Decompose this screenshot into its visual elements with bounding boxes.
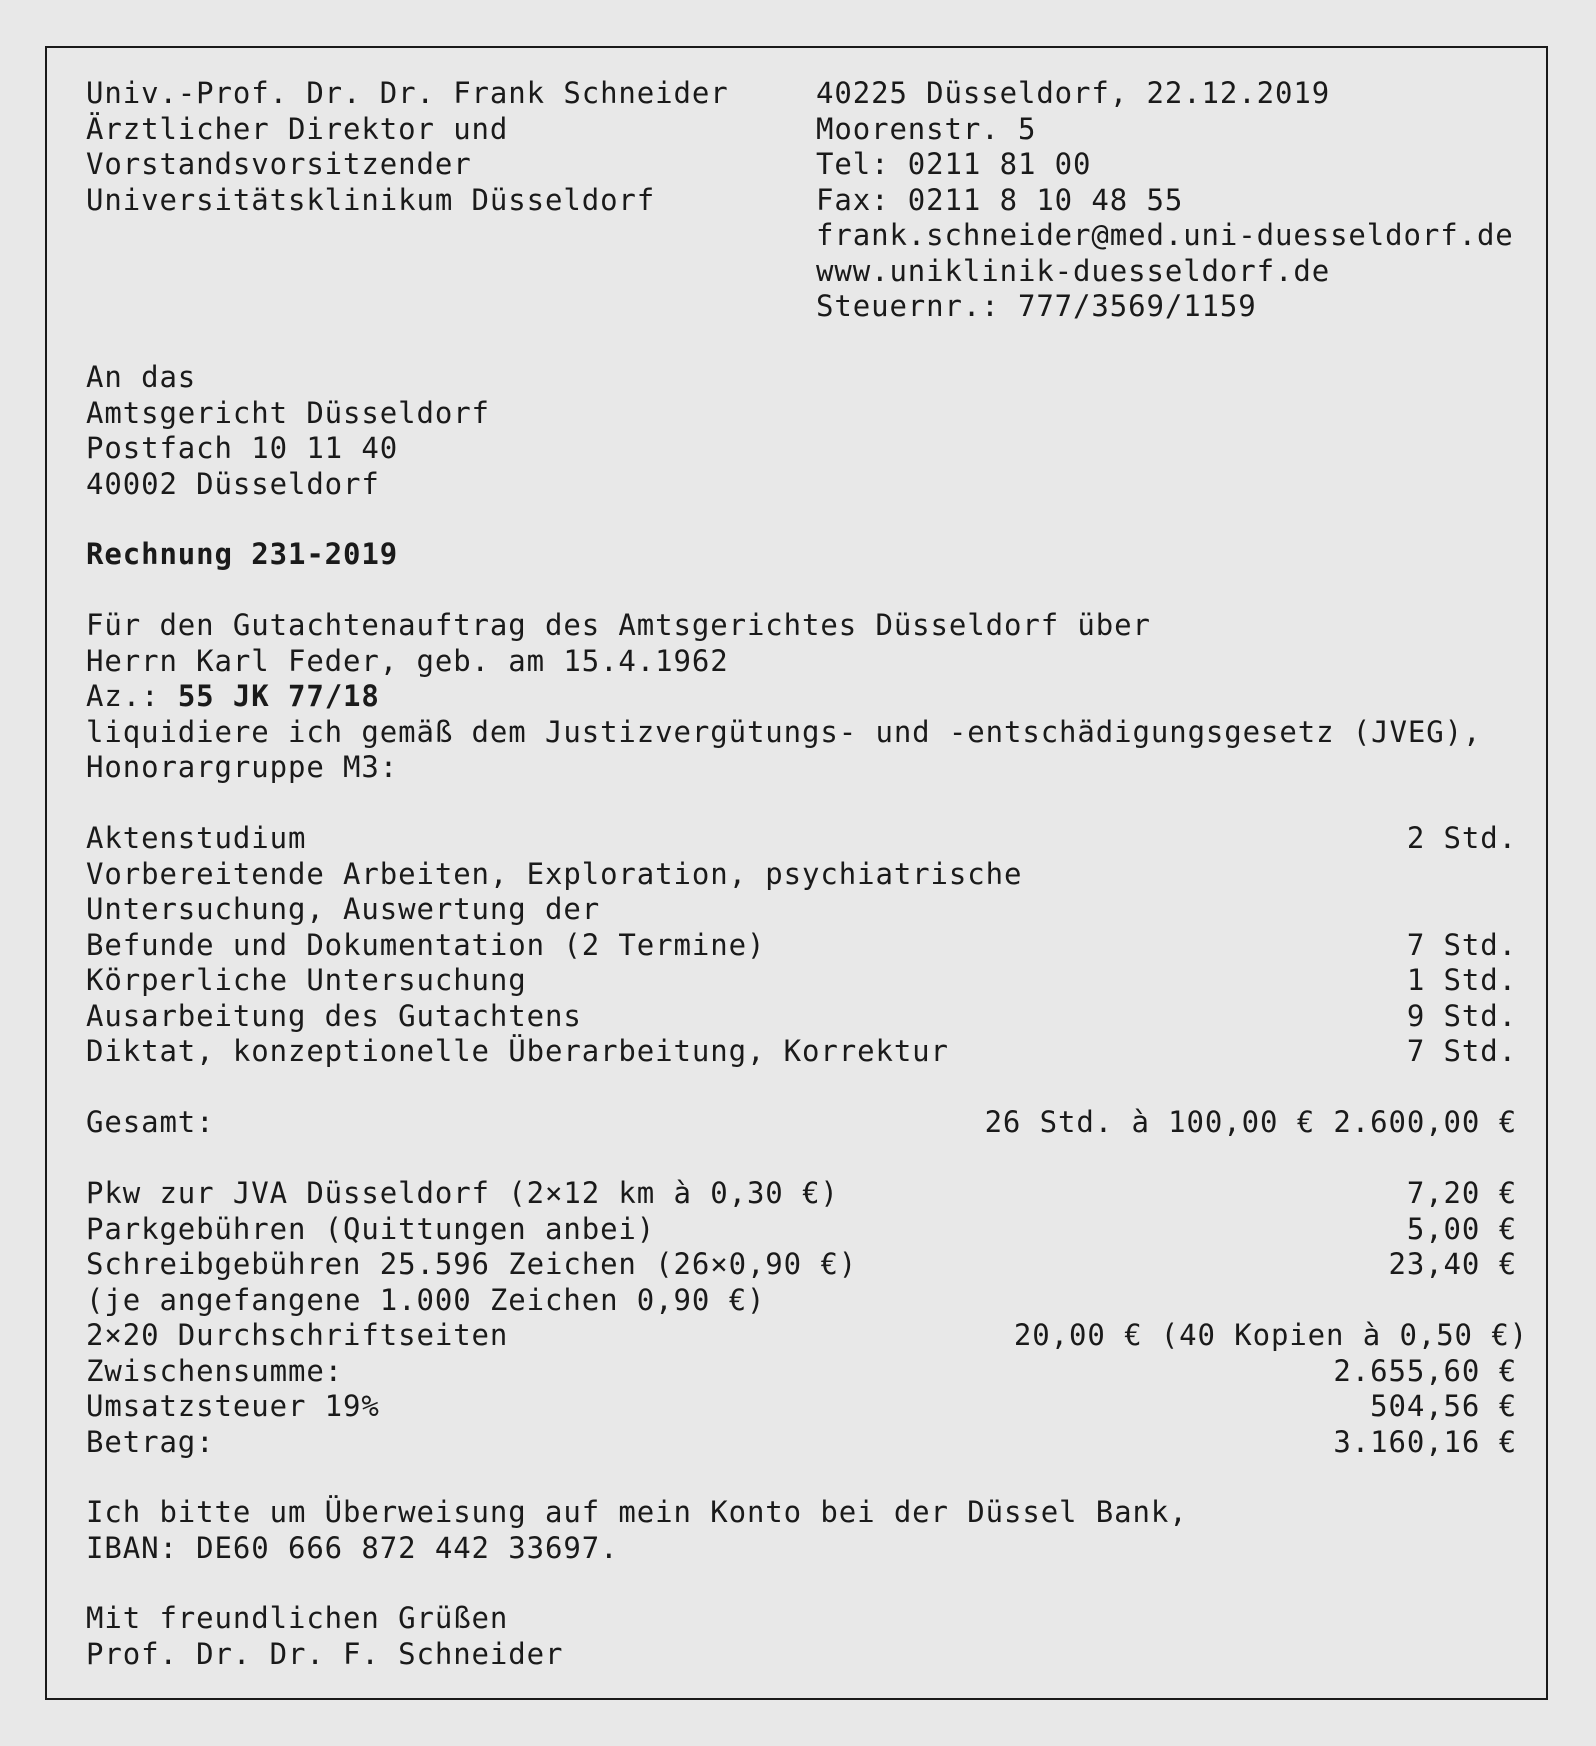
case-number-label: Az.:: [86, 679, 178, 713]
closing-greeting: Mit freundlichen Grüßen: [86, 1601, 509, 1635]
service-hours: 2 Std.: [1406, 821, 1517, 855]
service-hours: 7 Std.: [1406, 927, 1517, 962]
expense-label: Parkgebühren (Quittungen anbei): [86, 1211, 656, 1246]
expense-label: 2×20 Durchschriftseiten: [86, 1318, 509, 1352]
street-address: Moorenstr. 5: [816, 111, 1037, 146]
service-label: Befunde und Dokumentation (2 Termine): [86, 927, 766, 962]
service-hours: 7 Std.: [1406, 1034, 1517, 1068]
expense-label: Pkw zur JVA Düsseldorf (2×12 km à 0,30 €): [86, 1176, 839, 1210]
sender-name: Univ.-Prof. Dr. Dr. Frank Schneider: [86, 76, 729, 110]
service-label: Körperliche Untersuchung: [86, 963, 527, 997]
sender-role: Vorstandsvorsitzender: [86, 147, 472, 181]
service-label: Ausarbeitung des Gutachtens: [86, 998, 582, 1033]
service-label: Diktat, konzeptionelle Überarbeitung, Korrektur: [86, 1034, 949, 1068]
phone-number: Tel: 0211 81 00: [816, 147, 1092, 181]
expense-label: (je angefangene 1.000 Zeichen 0,90 €): [86, 1282, 766, 1317]
expense-value: 5,00 €: [1406, 1211, 1517, 1246]
invoice-title: Rechnung 231-2019: [86, 537, 399, 571]
iban: IBAN: DE60 666 872 442 33697.: [86, 1530, 619, 1565]
fax-number: Fax: 0211 8 10 48 55: [816, 182, 1184, 217]
subtotal-value: 2.655,60 €: [1333, 1353, 1517, 1388]
total-value: 26 Std. à 100,00 € 2.600,00 €: [984, 1105, 1517, 1139]
case-number-value: 55 JK 77/18: [177, 679, 380, 713]
recipient-line: Postfach 10 11 40: [86, 431, 399, 465]
expense-value: 20,00 € (40 Kopien à 0,50 €): [1013, 1318, 1528, 1352]
email-address: frank.schneider@med.uni-duesseldorf.de: [816, 218, 1514, 252]
place-date: 40225 Düsseldorf, 22.12.2019: [816, 76, 1331, 110]
signature: Prof. Dr. Dr. F. Schneider: [86, 1636, 564, 1671]
website: www.uniklinik-duesseldorf.de: [816, 253, 1331, 288]
expense-value: 23,40 €: [1388, 1247, 1517, 1281]
vat-label: Umsatzsteuer 19%: [86, 1389, 380, 1423]
intro-line: liquidiere ich gemäß dem Justizvergütungs- und -entschädigungsgesetz (JVEG),: [86, 714, 1482, 749]
intro-line: Honorargruppe M3:: [86, 750, 399, 784]
intro-line: Für den Gutachtenauftrag des Amtsgerichtes Düsseldorf über: [86, 608, 1151, 642]
recipient-line: An das: [86, 360, 197, 394]
service-hours: 9 Std.: [1406, 998, 1517, 1033]
service-label: Vorbereitende Arbeiten, Exploration, psychiatrische: [86, 856, 1023, 891]
amount-label: Betrag:: [86, 1424, 215, 1459]
expense-value: 7,20 €: [1406, 1176, 1517, 1210]
total-label: Gesamt:: [86, 1105, 215, 1139]
vat-value: 504,56 €: [1370, 1389, 1517, 1423]
case-number: [86, 679, 380, 715]
service-hours: 1 Std.: [1406, 963, 1517, 997]
payment-request: Ich bitte um Überweisung auf mein Konto bei der Düssel Bank,: [86, 1495, 1188, 1529]
sender-title: Ärztlicher Direktor und: [86, 111, 509, 146]
amount-value: 3.160,16 €: [1333, 1424, 1517, 1459]
recipient-line: Amtsgericht Düsseldorf: [86, 395, 490, 430]
sender-institution: Universitätsklinikum Düsseldorf: [86, 182, 656, 217]
intro-line: Herrn Karl Feder, geb. am 15.4.1962: [86, 643, 729, 678]
tax-number: Steuernr.: 777/3569/1159: [816, 289, 1257, 323]
service-label: Aktenstudium: [86, 821, 307, 855]
expense-label: Schreibgebühren 25.596 Zeichen (26×0,90 €): [86, 1247, 858, 1281]
service-label: Untersuchung, Auswertung der: [86, 892, 601, 926]
recipient-line: 40002 Düsseldorf: [86, 466, 380, 501]
subtotal-label: Zwischensumme:: [86, 1353, 344, 1388]
